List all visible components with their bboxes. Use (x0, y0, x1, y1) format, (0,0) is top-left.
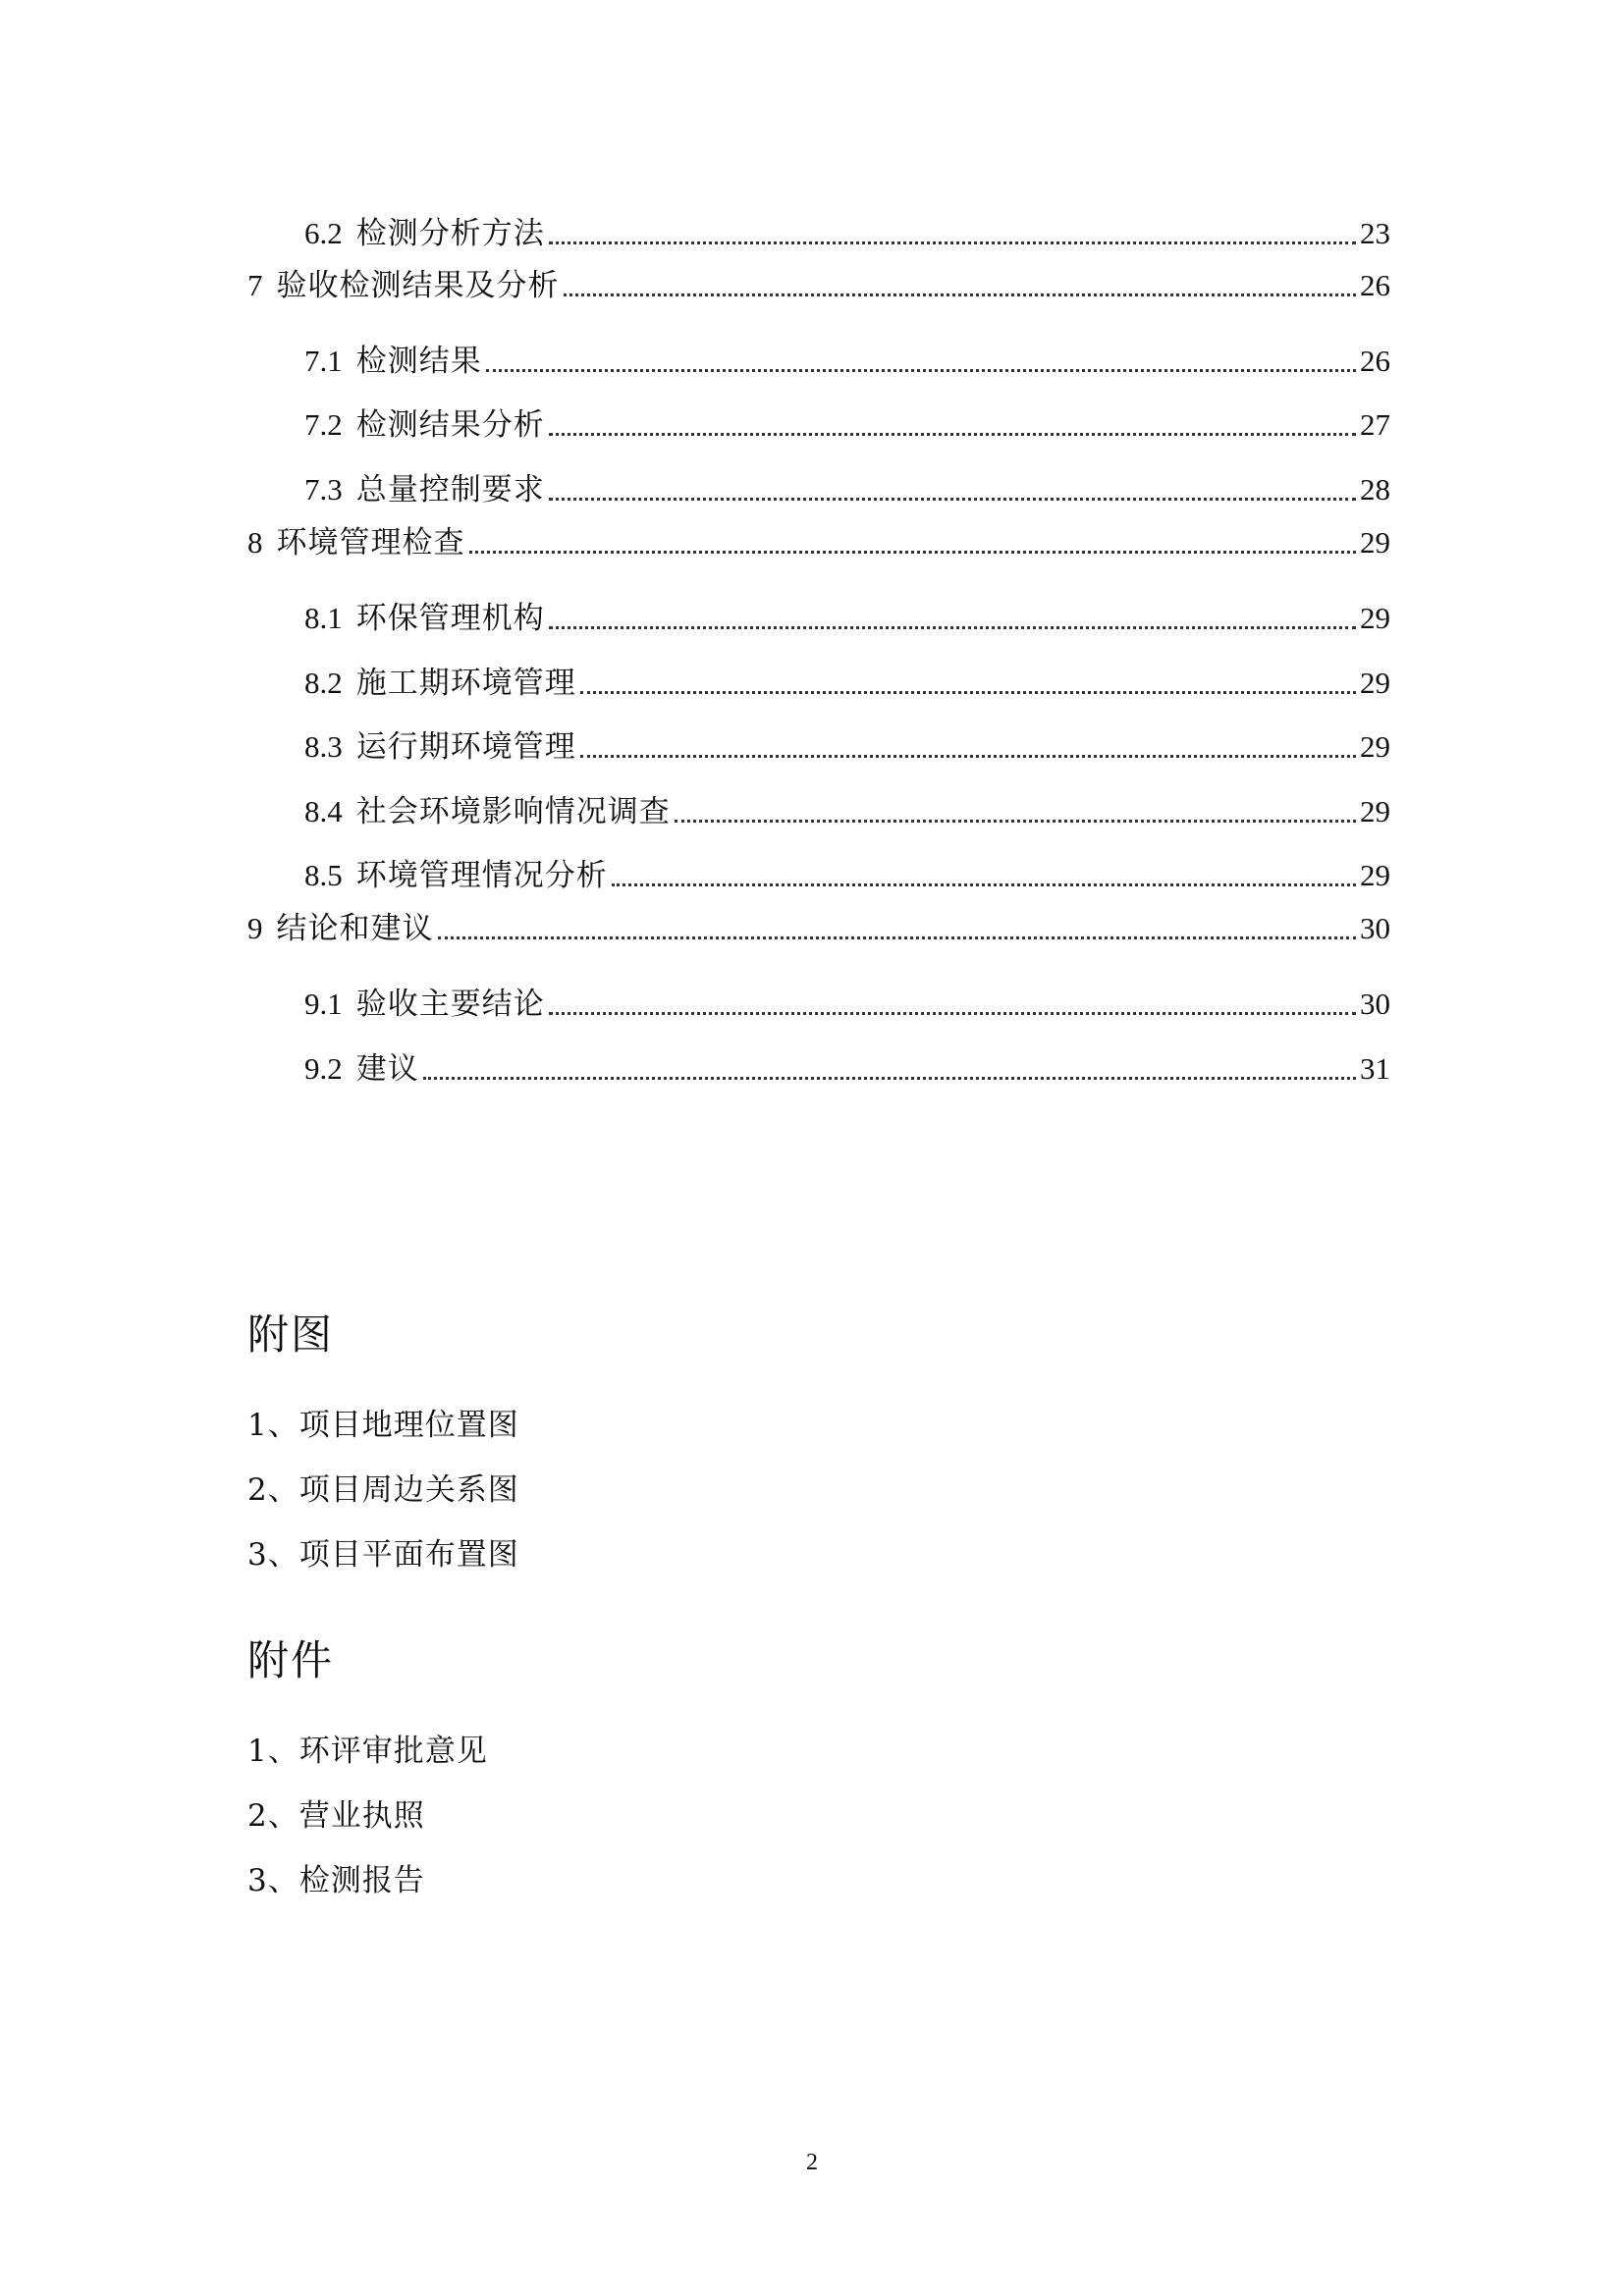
toc-entry-page: 31 (1360, 1051, 1390, 1086)
toc-entry-page: 29 (1360, 601, 1390, 635)
toc-entry-page: 23 (1360, 216, 1390, 250)
toc-entry-page: 29 (1360, 858, 1390, 892)
toc-entry-number: 7.1 (304, 344, 343, 378)
toc-entry-title: 验收主要结论 (355, 987, 545, 1022)
toc-leader-dots (549, 1010, 1356, 1015)
toc-entry-number: 6.2 (304, 216, 343, 250)
toc-entry-page: 26 (1360, 268, 1390, 302)
toc-entry-number: 7.3 (304, 472, 343, 507)
toc-entry[interactable] (304, 1041, 1390, 1089)
toc-entry-page: 27 (1360, 407, 1390, 442)
toc-leader-dots (469, 549, 1357, 554)
toc-entry[interactable] (304, 848, 1390, 895)
toc-entry-number: 9.1 (304, 987, 343, 1021)
toc-entry[interactable] (304, 720, 1390, 767)
toc-entry-number: 8.2 (304, 666, 343, 700)
toc-leader-dots (438, 934, 1357, 939)
toc-entry[interactable] (247, 901, 1390, 948)
attachment-item: 1、环评审批意见 (247, 1734, 488, 1769)
attachment-item: 2、营业执照 (247, 1798, 425, 1834)
toc-entry-number: 9.2 (304, 1051, 343, 1086)
toc-entry-number: 8.1 (304, 601, 343, 635)
figure-item: 3、项目平面布置图 (247, 1537, 519, 1573)
toc-entry[interactable] (304, 206, 1390, 253)
toc-entry-title: 环境管理情况分析 (355, 858, 608, 893)
toc-entry-title: 检测结果分析 (355, 407, 545, 443)
toc-entry-page: 29 (1360, 794, 1390, 828)
toc-entry-title: 检测结果 (355, 344, 482, 379)
toc-entry-title: 施工期环境管理 (355, 666, 576, 701)
toc-entry[interactable] (304, 656, 1390, 703)
toc-entry-number: 7 (247, 268, 263, 302)
toc-entry-title: 环境管理检查 (276, 525, 465, 561)
toc-entry-title: 建议 (355, 1051, 419, 1087)
toc-entry[interactable] (304, 462, 1390, 509)
toc-entry-title: 环保管理机构 (355, 601, 545, 636)
toc-leader-dots (549, 624, 1356, 629)
toc-leader-dots (580, 689, 1356, 694)
attachment-item: 3、检测报告 (247, 1863, 425, 1898)
toc-entry-number: 8.3 (304, 729, 343, 764)
toc-entry[interactable] (304, 977, 1390, 1024)
toc-leader-dots (486, 367, 1356, 372)
toc-leader-dots (549, 431, 1356, 436)
figure-item: 2、项目周边关系图 (247, 1472, 519, 1508)
toc-entry[interactable] (247, 515, 1390, 562)
toc-entry-page: 30 (1360, 987, 1390, 1021)
toc-entry-title: 总量控制要求 (355, 472, 545, 507)
toc-leader-dots (675, 818, 1356, 823)
toc-entry-title: 验收检测结果及分析 (276, 268, 560, 303)
toc-leader-dots (549, 240, 1356, 244)
toc-leader-dots (612, 881, 1356, 886)
toc-entry-number: 9 (247, 911, 263, 945)
toc-entry-number: 8 (247, 525, 263, 560)
toc-entry-title: 结论和建议 (276, 911, 434, 946)
toc-entry-page: 26 (1360, 344, 1390, 378)
toc-entry-page: 30 (1360, 911, 1390, 945)
toc-entry-page: 28 (1360, 472, 1390, 507)
toc-entry-page: 29 (1360, 729, 1390, 764)
toc-entry-title: 检测分析方法 (355, 216, 545, 251)
toc-entry[interactable] (304, 398, 1390, 445)
toc-entry[interactable] (304, 784, 1390, 831)
toc-entry-page: 29 (1360, 525, 1390, 560)
toc-entry-number: 7.2 (304, 407, 343, 442)
toc-entry-page: 29 (1360, 666, 1390, 700)
toc-leader-dots (549, 496, 1356, 501)
toc-leader-dots (564, 292, 1357, 296)
figures-heading: 附图 (247, 1310, 335, 1359)
toc-entry-number: 8.5 (304, 858, 343, 892)
toc-leader-dots (580, 753, 1356, 758)
toc-entry-title: 社会环境影响情况调查 (355, 794, 671, 829)
toc-leader-dots (423, 1075, 1356, 1080)
toc-entry-number: 8.4 (304, 794, 343, 828)
toc-entry[interactable] (304, 591, 1390, 638)
toc-entry[interactable] (304, 334, 1390, 381)
page-number: 2 (806, 2150, 818, 2175)
toc-entry-title: 运行期环境管理 (355, 729, 576, 765)
attachments-heading: 附件 (247, 1636, 335, 1684)
toc-entry[interactable] (247, 258, 1390, 305)
figure-item: 1、项目地理位置图 (247, 1408, 519, 1443)
